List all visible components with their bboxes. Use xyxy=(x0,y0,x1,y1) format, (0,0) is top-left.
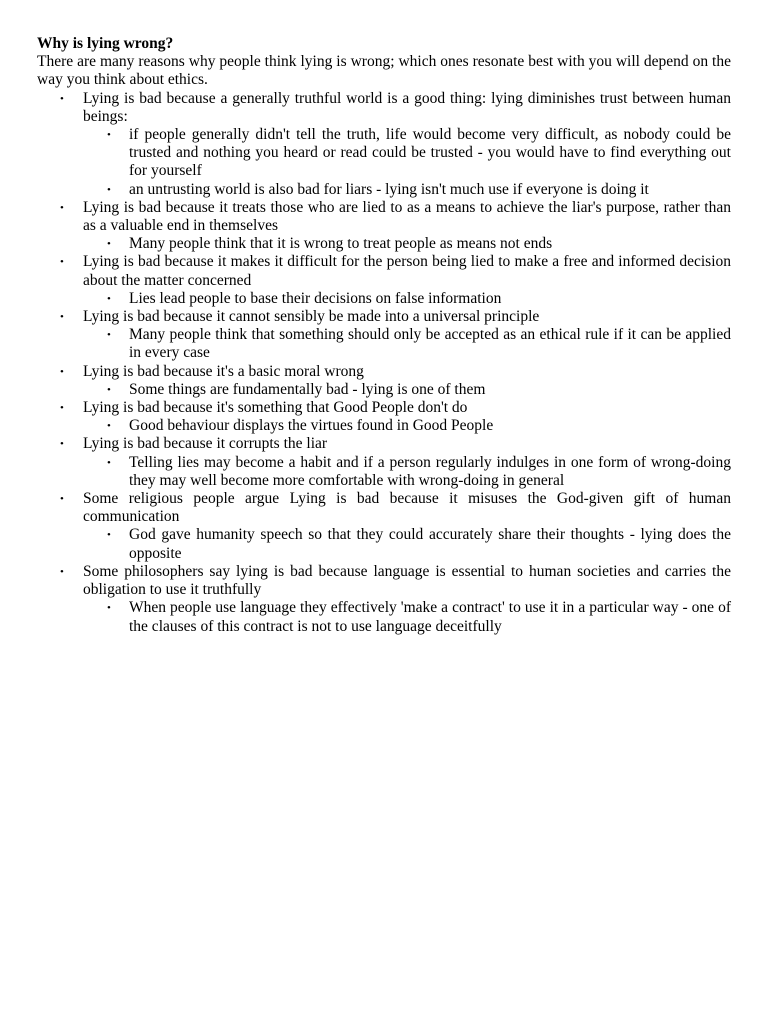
subpoint-text: God gave humanity speech so that they could accurately share their thoughts - lying does the opposite xyxy=(129,526,731,562)
subpoint-list xyxy=(83,599,731,635)
reason-item xyxy=(60,89,731,199)
bullet-icon: • xyxy=(60,438,64,451)
subpoint-item xyxy=(107,380,731,399)
subpoint-item xyxy=(107,235,731,253)
reason-text: Lying is bad because it's something that Good People don't do xyxy=(83,399,468,417)
subpoint-item xyxy=(107,417,731,435)
subpoint-list xyxy=(83,326,731,362)
subpoint-list xyxy=(83,381,731,399)
bullet-icon: • xyxy=(107,383,111,396)
subpoint-list xyxy=(83,235,731,253)
reason-item xyxy=(60,253,731,308)
bullet-icon: • xyxy=(107,420,111,433)
reason-item xyxy=(60,399,731,435)
bullet-icon: • xyxy=(107,329,111,342)
bullet-icon: • xyxy=(60,92,64,105)
subpoint-item xyxy=(107,180,731,199)
bullet-icon: • xyxy=(107,456,111,469)
reason-item xyxy=(60,562,731,636)
bullet-icon: • xyxy=(107,129,111,142)
subpoint-list xyxy=(83,454,731,490)
reason-item xyxy=(60,362,731,399)
reason-item xyxy=(60,490,731,563)
subpoint-item xyxy=(107,599,731,635)
reason-text: Lying is bad because it treats those who are lied to as a means to achieve the liar's purpose, rather than as a valuable end in themselves xyxy=(83,198,731,235)
subpoint-list xyxy=(83,417,731,435)
subpoint-list xyxy=(83,526,731,562)
reasons-list xyxy=(37,90,731,636)
document-title: Why is lying wrong? xyxy=(37,35,174,52)
subpoint-list xyxy=(83,290,731,308)
reason-item xyxy=(60,198,731,254)
subpoint-item xyxy=(107,289,731,308)
subpoint-item xyxy=(107,326,731,362)
bullet-icon: • xyxy=(107,238,111,251)
bullet-icon: • xyxy=(107,529,111,542)
document-intro: There are many reasons why people think lying is wrong; which ones resonate best with you will depend on the way you think about ethics. xyxy=(37,53,731,89)
subpoint-item xyxy=(107,453,731,490)
subpoint-text: When people use language they effectively 'make a contract' to use it in a particular way - one of the clauses of this contract is not to use language deceitfully xyxy=(129,599,731,635)
bullet-icon: • xyxy=(60,565,64,578)
subpoint-text: Many people think that it is wrong to treat people as means not ends xyxy=(129,235,553,253)
subpoint-item xyxy=(107,126,731,181)
subpoint-text: an untrusting world is also bad for liars - lying isn't much use if everyone is doing it xyxy=(129,180,649,198)
subpoint-text: Telling lies may become a habit and if a person regularly indulges in one form of wrong-doing they may well become more comfortable with wrong-doing in general xyxy=(129,453,731,489)
subpoint-text: Good behaviour displays the virtues found in Good People xyxy=(129,417,494,435)
subpoint-list xyxy=(83,126,731,199)
bullet-icon: • xyxy=(107,602,111,615)
bullet-icon: • xyxy=(60,201,64,214)
subpoint-text: Many people think that something should only be accepted as an ethical rule if it can be applied in every case xyxy=(129,326,731,362)
reason-text: Lying is bad because a generally truthful world is a good thing: lying diminishes trust between human beings: xyxy=(83,89,731,125)
subpoint-text: Some things are fundamentally bad - lying is one of them xyxy=(129,380,486,398)
bullet-icon: • xyxy=(60,402,64,415)
reason-text: Some philosophers say lying is bad because language is essential to human societies and carries the obligation to use it truthfully xyxy=(83,562,731,599)
bullet-icon: • xyxy=(60,311,64,324)
subpoint-text: if people generally didn't tell the truth, life would become very difficult, as nobody could be trusted and nothing you heard or read could be trusted - you would have to find everything out for yourself xyxy=(129,126,731,180)
reason-text: Lying is bad because it corrupts the liar xyxy=(83,435,328,453)
reason-text: Lying is bad because it cannot sensibly be made into a universal principle xyxy=(83,308,540,326)
subpoint-item xyxy=(107,526,731,562)
reason-text: Some religious people argue Lying is bad because it misuses the God-given gift of human communication xyxy=(83,490,731,526)
reason-text: Lying is bad because it's a basic moral wrong xyxy=(83,362,364,380)
bullet-icon: • xyxy=(107,292,111,305)
subpoint-text: Lies lead people to base their decisions on false information xyxy=(129,289,502,307)
reason-text: Lying is bad because it makes it difficult for the person being lied to make a free and informed decision about the matter concerned xyxy=(83,253,731,289)
bullet-icon: • xyxy=(60,256,64,269)
bullet-icon: • xyxy=(60,365,64,378)
bullet-icon: • xyxy=(60,493,64,506)
reason-item xyxy=(60,435,731,490)
reason-item xyxy=(60,308,731,363)
bullet-icon: • xyxy=(107,183,111,196)
